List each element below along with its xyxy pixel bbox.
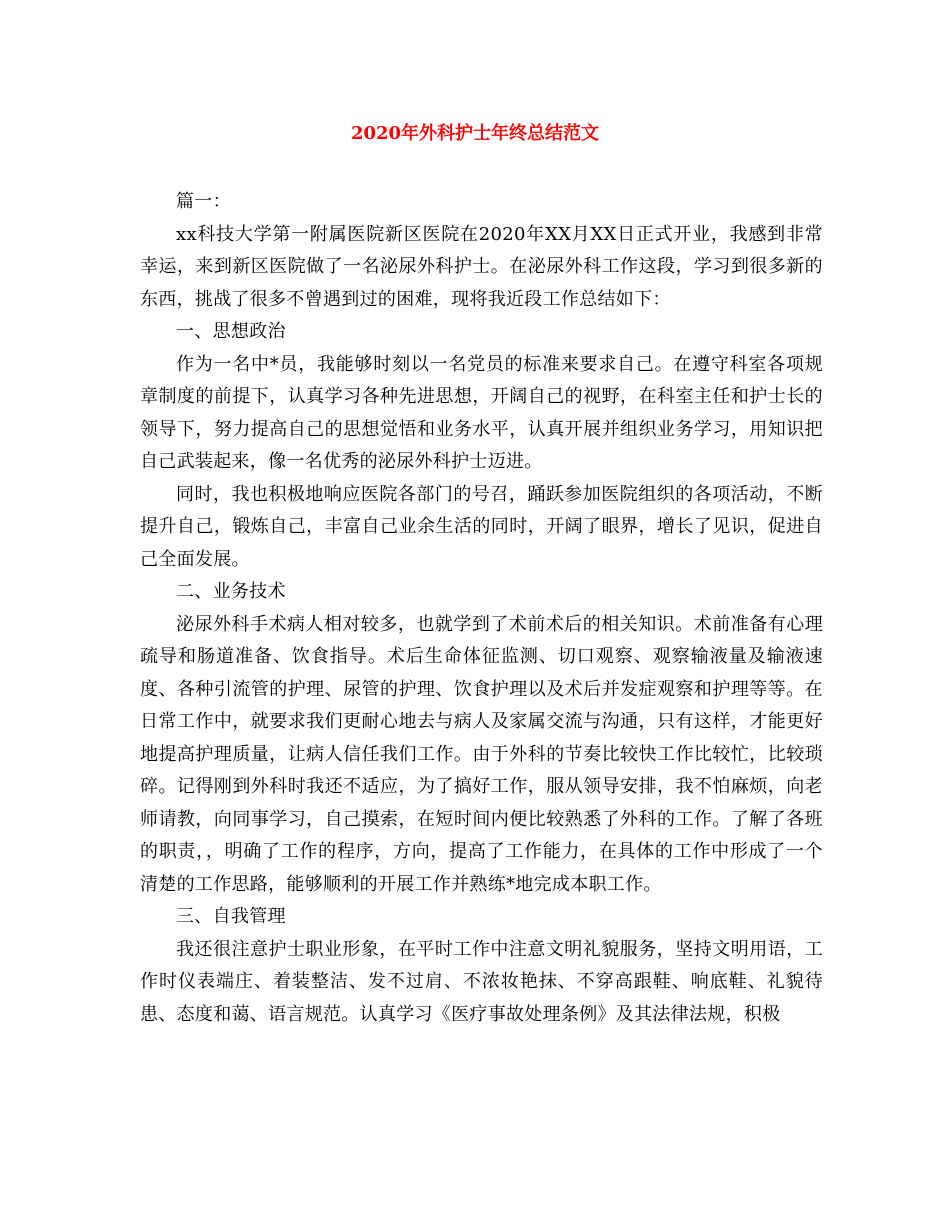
section-heading-self-management: 三、自我管理 bbox=[176, 906, 286, 927]
paragraph-skills: 泌尿外科手术病人相对较多，也就学到了术前术后的相关知识。术前准备有心理疏导和肠道准备、饮食指导。术后生命体征监测、切口观察、观察输液量及输液速度、各种引流管的护理、尿管的护理、饮食护理以及术后并发症观察和护理等等。在日常工作中，就要求我们更耐心地去与病人及家属交流与沟通，只有这样，才能更好地提高护理质量，让病人信任我们工作。由于外科的节奏比较快工作比较忙，比较琐碎。记得刚到外科时我还不适应，为了搞好工作，服从领导安排，我不怕麻烦，向老师请教，向同事学习，自己摸索，在短时间内便比较熟悉了外科的工作。了解了各班的职责，，明确了工作的程序，方向，提高了工作能力，在具体的工作中形成了一个清楚的工作思路，能够顺利的开展工作并熟练*地完成本职工作。 bbox=[140, 613, 823, 895]
section-heading-ideology: 一、思想政治 bbox=[176, 321, 286, 342]
paragraph-ideology-2: 同时，我也积极地响应医院各部门的号召，踊跃参加医院组织的各项活动，不断提升自己，锻炼自己，丰富自己业余生活的同时，开阔了眼界，增长了见识，促进自己全面发展。 bbox=[140, 483, 823, 570]
document-title: 2020年外科护士年终总结范文 bbox=[350, 123, 600, 144]
section-heading-skills: 二、业务技术 bbox=[176, 581, 286, 602]
document-body bbox=[140, 186, 823, 1031]
section-heading-part-one: 篇一： bbox=[176, 191, 231, 212]
paragraph-intro: xx科技大学第一附属医院新区医院在2020年XX月XX日正式开业，我感到非常幸运，来到新区医院做了一名泌尿外科护士。在泌尿外科工作这段，学习到很多新的东西，挑战了很多不曾遇到过的困难，现将我近段工作总结如下： bbox=[140, 223, 823, 310]
paragraph-ideology-1: 作为一名中*员，我能够时刻以一名党员的标准来要求自己。在遵守科室各项规章制度的前提下，认真学习各种先进思想，开阔自己的视野，在科室主任和护士长的领导下，努力提高自己的思想觉悟和业务水平，认真开展并组织业务学习，用知识把自己武装起来，像一名优秀的泌尿外科护士迈进。 bbox=[140, 353, 823, 472]
paragraph-self-management: 我还很注意护士职业形象，在平时工作中注意文明礼貌服务，坚持文明用语，工作时仪表端庄、着装整洁、发不过肩、不浓妆艳抹、不穿高跟鞋、响底鞋、礼貌待患、态度和蔼、语言规范。认真学习《医疗事故处理条例》及其法律法规，积极 bbox=[140, 938, 823, 1025]
